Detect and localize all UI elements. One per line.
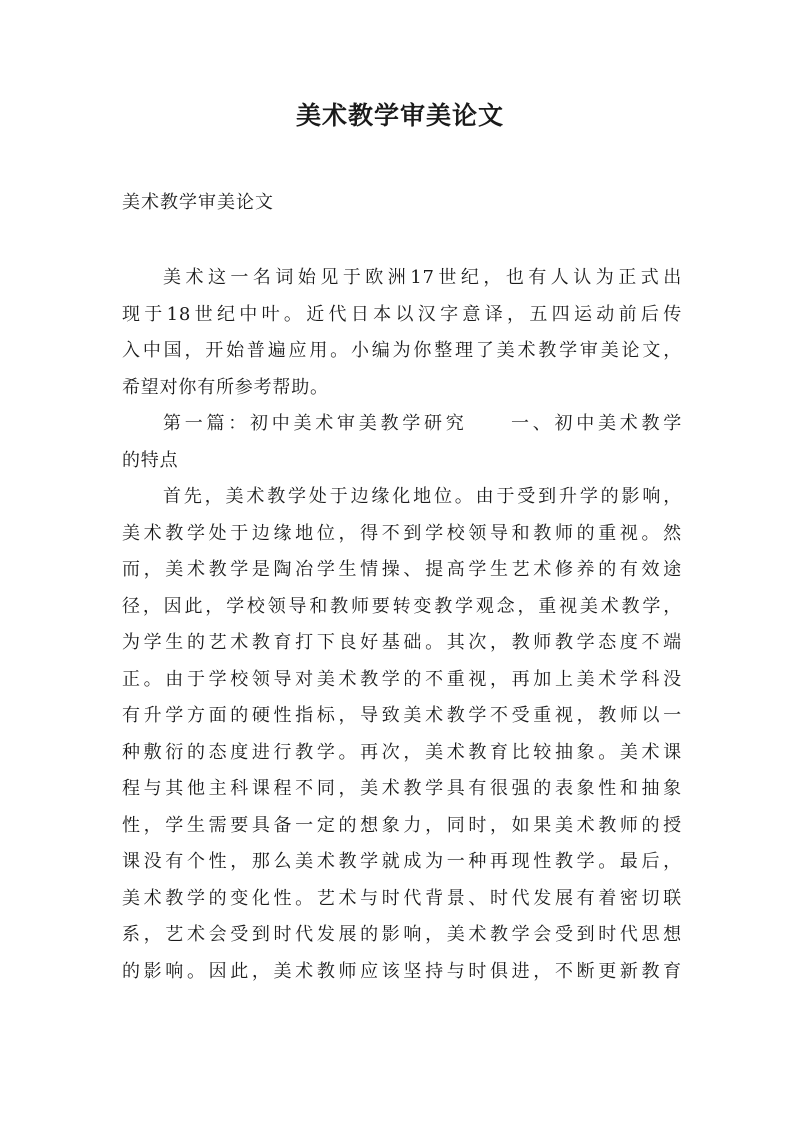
text-line: 的影响。因此，美术教师应该坚持与时俱进，不断更新教育 [122, 960, 682, 982]
text-line: 美术这一名词始见于欧洲17世纪，也有人认为正式出 [163, 267, 682, 288]
text-line: 现于18世纪中叶。近代日本以汉字意译，五四运动前后传 [122, 303, 682, 325]
text-line: 入中国，开始普遍应用。小编为你整理了美术教学审美论文， [122, 340, 682, 361]
text-line: 有升学方面的硬性指标，导致美术教学不受重视，教师以一 [122, 705, 682, 726]
text-line: 而，美术教学是陶冶学生情操、提高学生艺术修养的有效途 [122, 559, 682, 580]
document-title: 美术教学审美论文 [295, 101, 504, 130]
text-line: 第一篇：初中美术审美教学研究 一、初中美术教学 [163, 413, 682, 434]
text-line: 径，因此，学校领导和教师要转变教学观念，重视美术教学， [122, 595, 682, 617]
text-line: 的特点 [122, 449, 179, 471]
document-subtitle: 美术教学审美论文 [122, 192, 274, 213]
text-line: 正。由于学校领导对美术教学的不重视，再加上美术学科没 [122, 668, 682, 690]
text-line: 首先，美术教学处于边缘化地位。由于受到升学的影响， [163, 486, 682, 507]
text-line: 课没有个性，那么美术教学就成为一种再现性教学。最后， [122, 851, 682, 872]
text-line: 种敷衍的态度进行教学。再次，美术教育比较抽象。美术课 [122, 741, 682, 763]
text-line: 程与其他主科课程不同，美术教学具有很强的表象性和抽象 [122, 778, 682, 799]
text-line: 为学生的艺术教育打下良好基础。其次，教师教学态度不端 [122, 632, 682, 653]
document-body [122, 260, 682, 990]
text-line: 性，学生需要具备一定的想象力，同时，如果美术教师的授 [122, 814, 682, 836]
text-line: 系，艺术会受到时代发展的影响，美术教学会受到时代思想 [122, 924, 682, 945]
text-line: 美术教学的变化性。艺术与时代背景、时代发展有着密切联 [122, 887, 682, 909]
text-line: 希望对你有所参考帮助。 [122, 376, 329, 398]
text-line: 美术教学处于边缘地位，得不到学校领导和教师的重视。然 [122, 522, 682, 544]
